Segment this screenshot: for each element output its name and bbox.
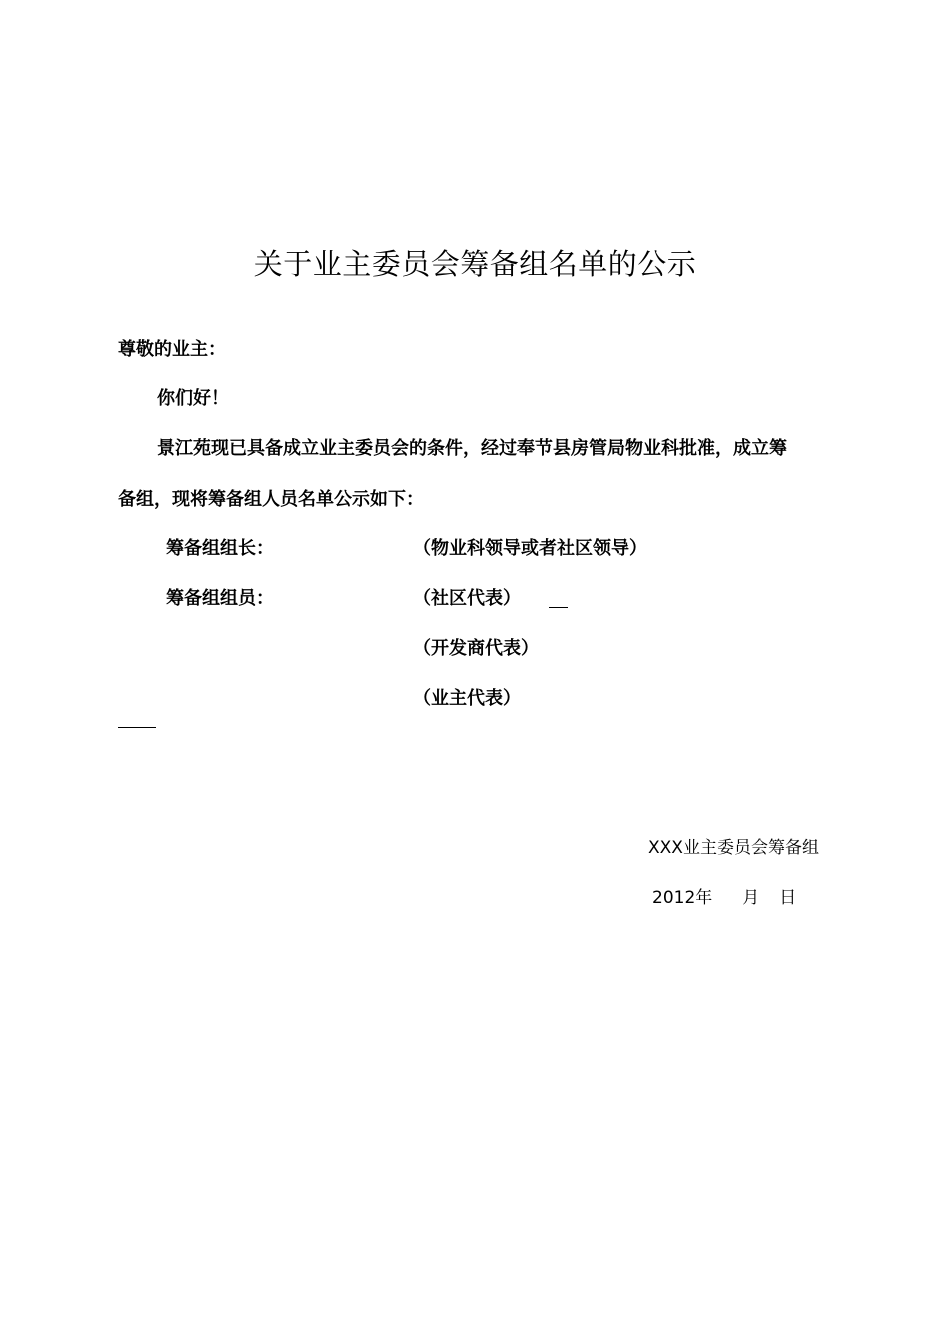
fill-in-blank-line: [549, 607, 568, 608]
date-month: 月: [742, 888, 760, 908]
document-title: 关于业主委员会筹备组名单的公示: [253, 247, 697, 281]
announcement-paragraph-line-2: 备组，现将筹备组人员名单公示如下：: [118, 489, 424, 510]
greeting: 你们好！: [157, 388, 229, 409]
leader-label: 筹备组组长：: [166, 538, 274, 559]
date-year: 2012年: [652, 888, 713, 908]
fill-in-blank-line: [118, 727, 156, 728]
member-community-rep: （社区代表）: [413, 588, 521, 609]
member-developer-rep: （开发商代表）: [413, 638, 539, 659]
member-owner-rep: （业主代表）: [413, 688, 521, 709]
salutation: 尊敬的业主：: [118, 339, 226, 360]
announcement-paragraph-line-1: 景江苑现已具备成立业主委员会的条件，经过奉节县房管局物业科批准，成立筹: [157, 438, 787, 459]
member-label: 筹备组组员：: [166, 588, 274, 609]
leader-value: （物业科领导或者社区领导）: [413, 538, 647, 559]
date-day: 日: [779, 888, 797, 908]
signature-date: [652, 886, 796, 910]
signature-organization: XXX业主委员会筹备组: [648, 838, 819, 858]
